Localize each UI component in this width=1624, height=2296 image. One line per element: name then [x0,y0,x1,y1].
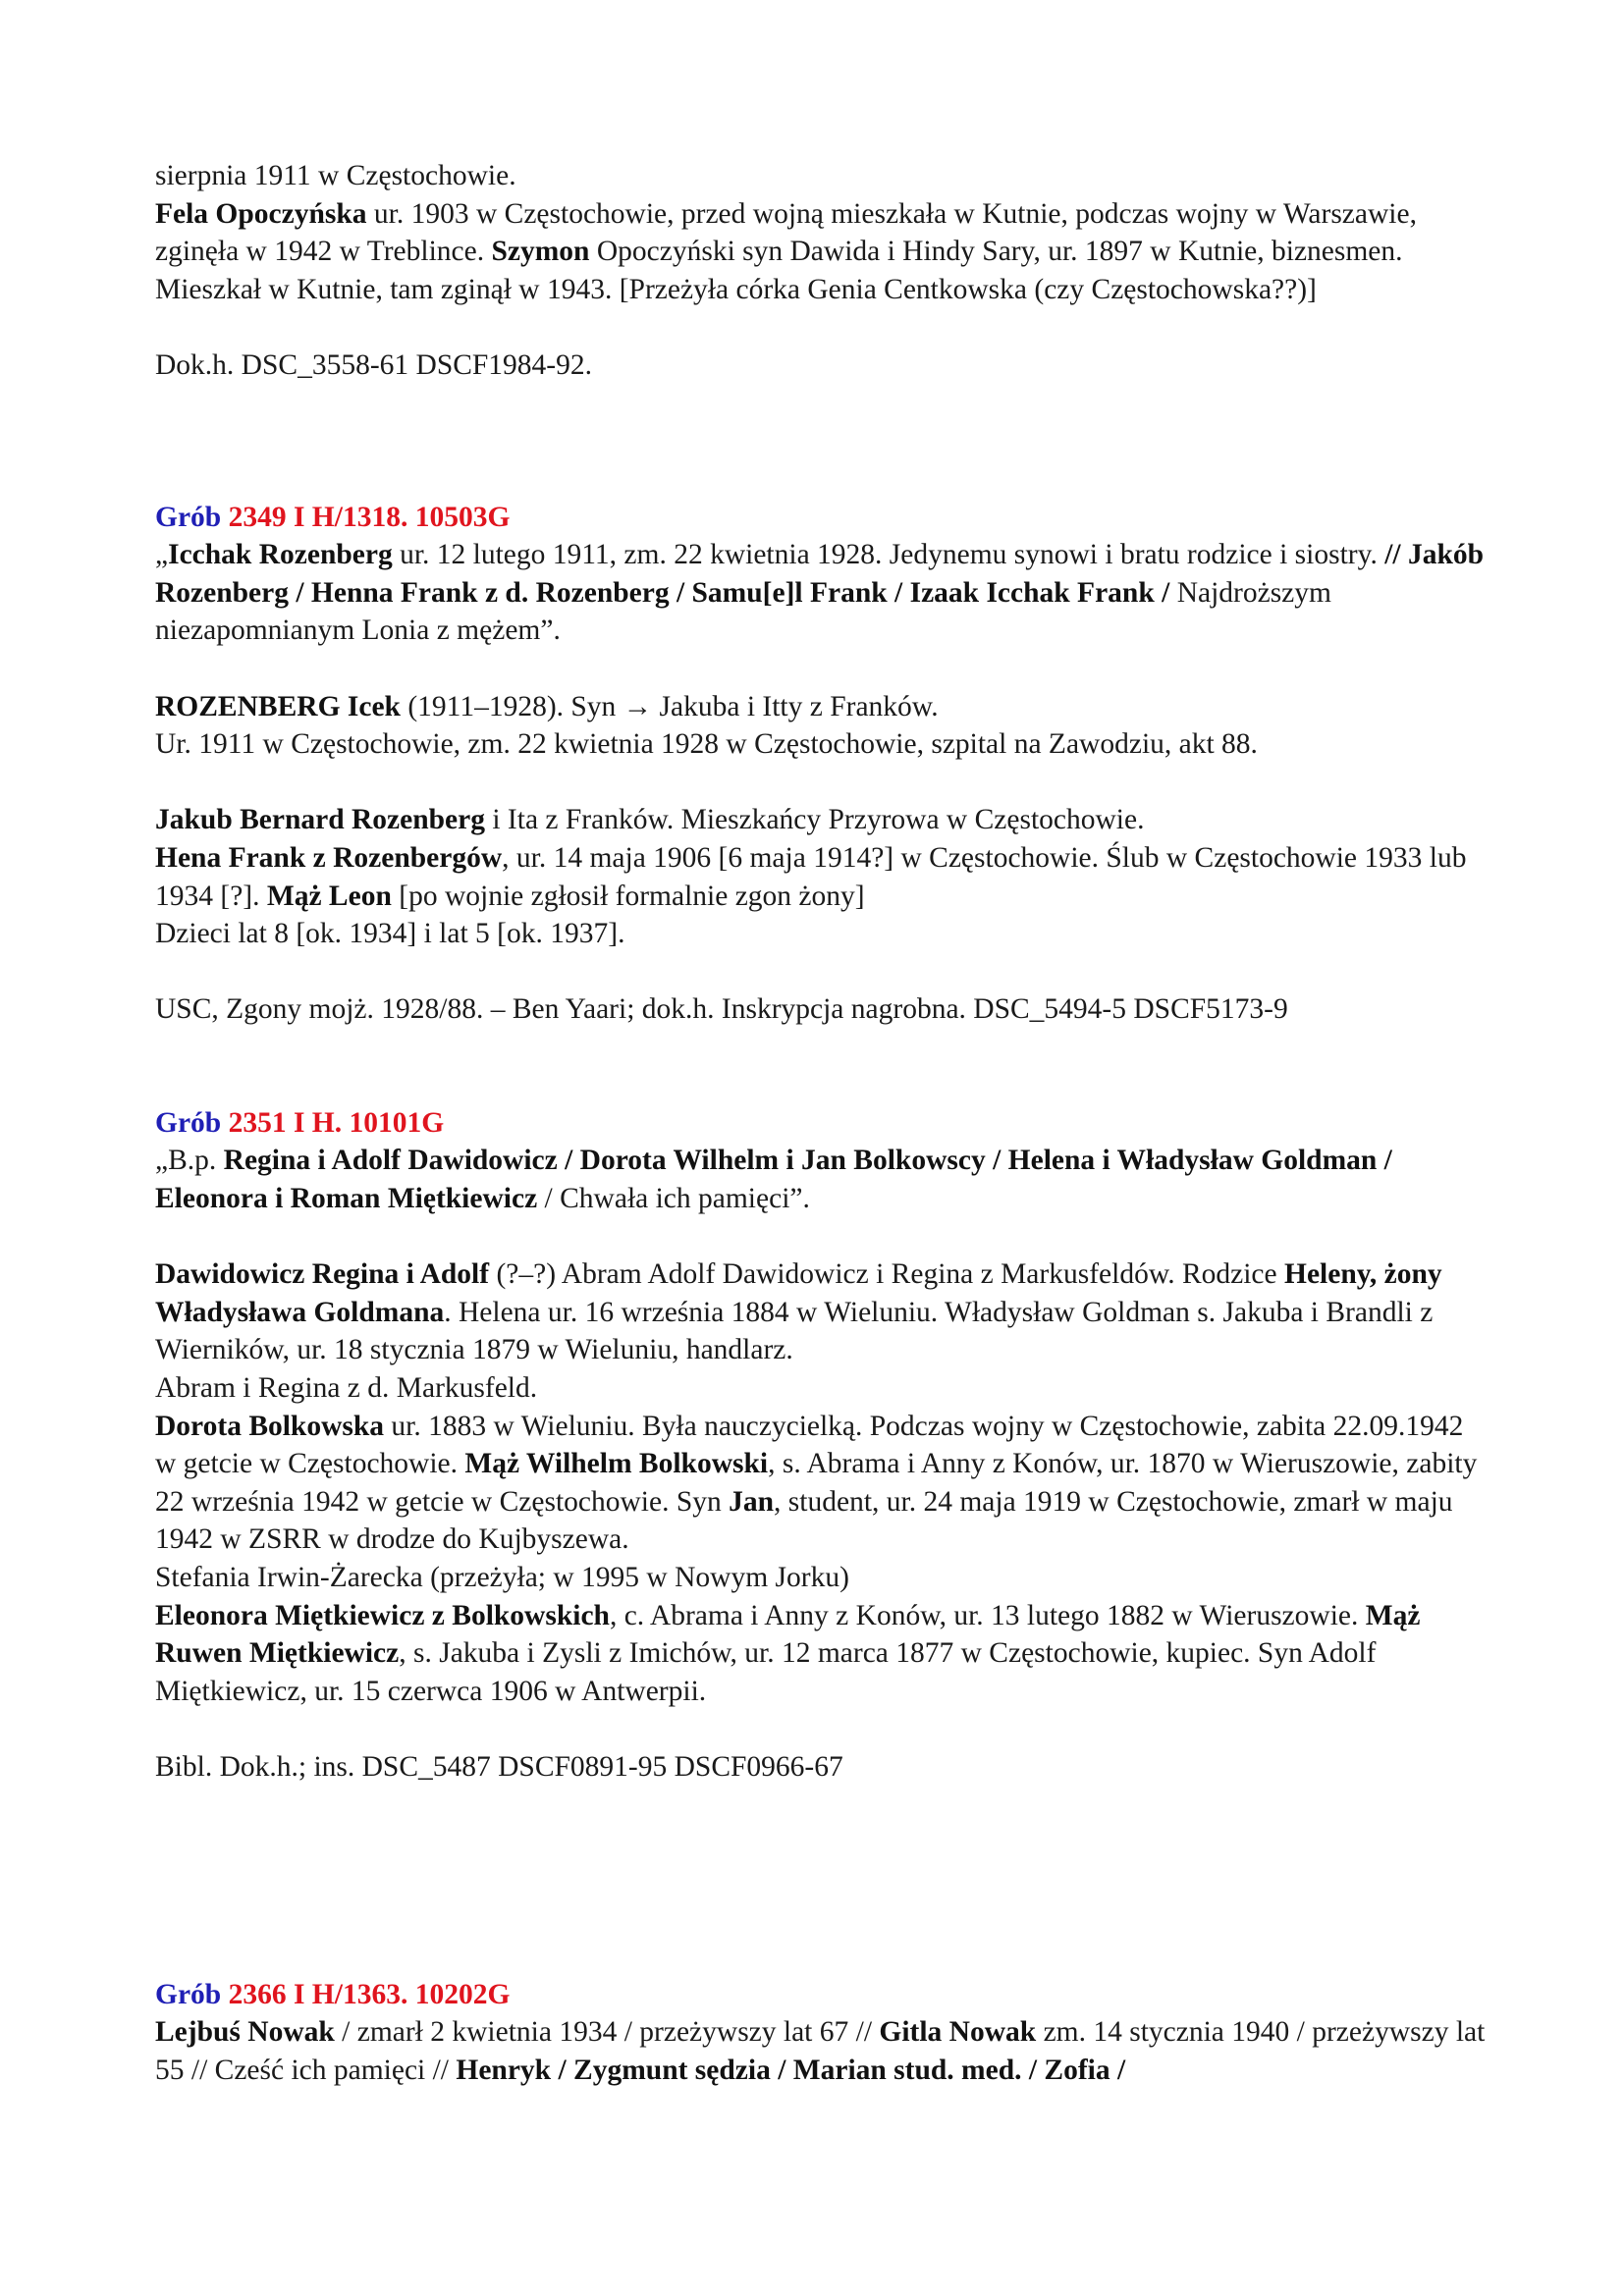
inscription: „Icchak Rozenberg ur. 12 lutego 1911, zm. 22 kwietnia 1928. Jedynemu synowi i bratu rodzice i siostry. // Jakób Rozenberg / Henna Frank z d. Rozenberg / Samu[e]l Frank / Izaak Icchak Frank / Najdroższym niezapomnianym Lonia z mężem”. [155,539,1485,647]
grave-number: 2351 I H. 10101G [228,1106,445,1139]
bold-name: Lejbuś Nowak [155,2016,335,2049]
biography-line: Stefania Irwin-Żarecka (przeżyła; w 1995 w Nowym Jorku) [155,1562,849,1593]
bold-name: Mąż Leon [266,880,392,912]
bold-name: Icchak Rozenberg [168,539,393,571]
bold-name: Mąż Ruwen Miętkiewicz [155,1599,1421,1670]
biography-paragraph: Dawidowicz Regina i Adolf (?–?) Abram Adolf Dawidowicz i Regina z Markusfeldów. Rodzice Heleny, żony Władysława Goldmana. Helena ur. 16 września 1884 w Wieluniu. Władysław Goldman s. Jakuba i Brandli z Wierników, ur. 18 stycznia 1879 w Wieluniu, handlarz. [155,1258,1442,1366]
grave-number: 2366 I H/1363. 10202G [228,1978,511,2010]
source-reference: Dok.h. DSC_3558-61 DSCF1984-92. [155,348,593,381]
biography-paragraph: Eleonora Miętkiewicz z Bolkowskich, c. Abrama i Anny z Konów, ur. 13 lutego 1882 w Wieruszowie. Mąż Ruwen Miętkiewicz, s. Jakuba i Zysli z Imichów, ur. 12 marca 1877 w Częstochowie, kupiec. Syn Adolf Miętkiewicz, ur. 15 czerwca 1906 w Antwerpii. [155,1599,1421,1707]
bold-name: // Jakób Rozenberg / Henna Frank z d. Rozenberg / Samu[e]l Frank / Izaak Icchak Frank / [155,539,1485,609]
continuation-line: sierpnia 1911 w Częstochowie. [155,160,516,191]
grave-label: Grób [155,1106,222,1139]
grave-heading [155,499,1490,537]
grave-label: Grób [155,1978,222,2010]
bold-name: Dorota Bolkowska [155,1410,385,1442]
biography-line: Ur. 1911 w Częstochowie, zm. 22 kwietnia 1928 w Częstochowie, szpital na Zawodziu, akt 88. [155,728,1258,761]
bold-name: Jan [729,1485,775,1518]
biography-line: ROZENBERG Icek (1911–1928). Syn → Jakuba i Itty z Franków. [155,690,939,722]
bold-name: Gitla Nowak [879,2016,1037,2049]
bold-name: Eleonora Miętkiewicz z Bolkowskich [155,1599,610,1631]
bold-name: Regina i Adolf Dawidowicz / Dorota Wilhelm i Jan Bolkowscy / Helena i Władysław Goldman / Eleonora i Roman Miętkiewicz [155,1145,1392,1215]
bold-name: Dawidowicz Regina i Adolf [155,1258,490,1291]
bold-name: Fela Opoczyńska [155,197,367,230]
bold-name: Hena Frank z Rozenbergów [155,841,503,874]
source-reference: USC, Zgony mojż. 1928/88. – Ben Yaari; dok.h. Inskrypcja nagrobna. DSC_5494-5 DSCF5173-9 [155,993,1288,1026]
grave-heading [155,1104,1490,1143]
grave-label: Grób [155,501,222,533]
document-page [155,157,1490,2089]
grave-heading [155,1976,1490,2014]
source-reference: Bibl. Dok.h.; ins. DSC_5487 DSCF0891-95 DSCF0966-67 [155,1750,843,1783]
bold-name: ROZENBERG Icek [155,690,401,722]
bold-name: Jakub Bernard Rozenberg [155,804,485,836]
biography-line: Abram i Regina z d. Markusfeld. [155,1372,538,1405]
biography-line: Dzieci lat 8 [ok. 1934] i lat 5 [ok. 1937]. [155,918,625,950]
grave-number: 2349 I H/1318. 10503G [228,501,511,533]
biography-paragraph: Hena Frank z Rozenbergów, ur. 14 maja 1906 [6 maja 1914?] w Częstochowie. Ślub w Częstochowie 1933 lub 1934 [?]. Mąż Leon [po wojnie zgłosił formalnie zgon żony] [155,841,1467,912]
bold-name: Henryk / Zygmunt sędzia / Marian stud. med. / Zofia / [456,2054,1126,2086]
inscription: Lejbuś Nowak / zmarł 2 kwietnia 1934 / przeżywszy lat 67 // Gitla Nowak zm. 14 stycznia 1940 / przeżywszy lat 55 // Cześć ich pamięci // Henryk / Zygmunt sędzia / Marian stud. med. / Zofia / [155,2016,1486,2086]
bold-name: Mąż Wilhelm Bolkowski [464,1448,769,1480]
bold-name: Szymon [491,236,590,268]
biography-line: Jakub Bernard Rozenberg i Ita z Franków. Mieszkańcy Przyrowa w Częstochowie. [155,804,1145,836]
paragraph: Fela Opoczyńska ur. 1903 w Częstochowie, przed wojną mieszkała w Kutnie, podczas wojny w Warszawie, zginęła w 1942 w Treblince. Szymon Opoczyński syn Dawida i Hindy Sary, ur. 1897 w Kutnie, biznesmen. Mieszkał w Kutnie, tam zginął w 1943. [Przeżyła córka Genia Centkowska (czy Częstochowska??)] [155,197,1417,305]
inscription: „B.p. Regina i Adolf Dawidowicz / Dorota Wilhelm i Jan Bolkowscy / Helena i Władysław Goldman / Eleonora i Roman Miętkiewicz / Chwała ich pamięci”. [155,1145,1392,1215]
biography-paragraph: Dorota Bolkowska ur. 1883 w Wieluniu. Była nauczycielką. Podczas wojny w Częstochowie, zabita 22.09.1942 w getcie w Częstochowie. Mąż Wilhelm Bolkowski, s. Abrama i Anny z Konów, ur. 1870 w Wieruszowie, zabity 22 września 1942 w getcie w Częstochowie. Syn Jan, student, ur. 24 maja 1919 w Częstochowie, zmarł w maju 1942 w ZSRR w drodze do Kujbyszewa. [155,1410,1478,1556]
bold-name: Heleny, żony Władysława Goldmana [155,1258,1442,1328]
